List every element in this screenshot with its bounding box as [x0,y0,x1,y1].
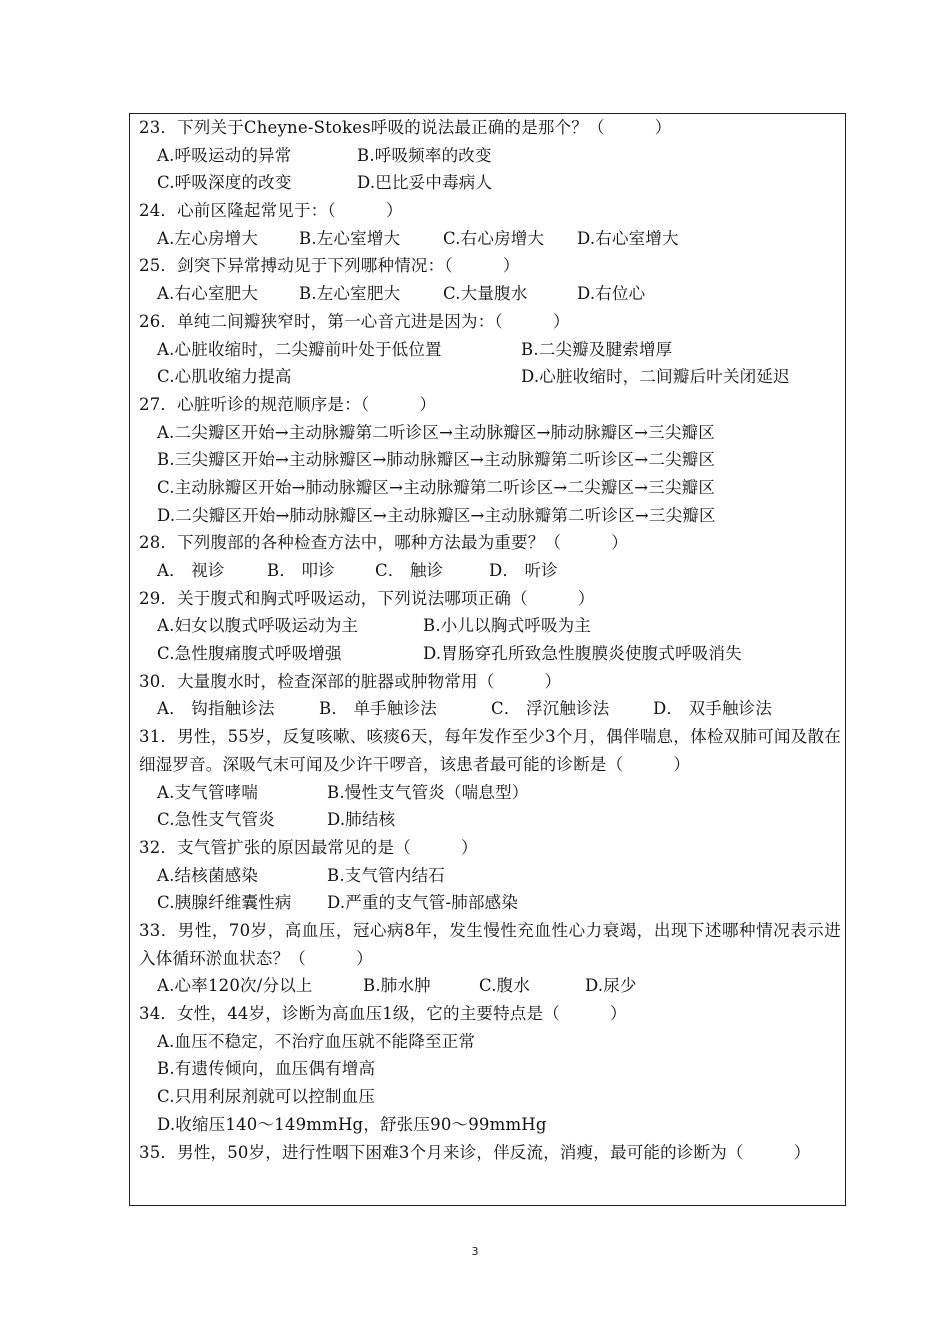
option: B.肺水肿 [363,976,431,996]
option: C.急性支气管炎 [157,810,275,830]
option-row [139,862,841,890]
option-row [139,640,841,668]
option: C.急性腹痛腹式呼吸增强 [157,644,342,664]
option-row [139,889,841,917]
option: A.心率120次/分以上 [157,976,313,996]
question-list [139,114,841,1166]
option: C． 触诊 [375,561,444,580]
option: A.二尖瓣区开始→主动脉瓣第二听诊区→主动脉瓣区→肺动脉瓣区→三尖瓣区 [157,422,715,442]
option: C.呼吸深度的改变 [157,173,292,193]
option: A.心脏收缩时，二尖瓣前叶处于低位置 [157,339,442,359]
option: B.二尖瓣及腱索增厚 [521,339,673,359]
question-stem: 23．下列关于Cheyne-Stokes呼吸的说法最正确的是那个？（ ） [139,118,672,137]
option-row [139,557,841,585]
option: B.左心室增大 [299,228,401,248]
option: B.小儿以胸式呼吸为主 [423,616,592,636]
option-row [139,363,841,391]
option: D.收缩压140～149mmHg，舒张压90～99mmHg [157,1114,547,1134]
option: A． 钩指触诊法 [157,699,275,719]
option: B.有遗传倾向，血压偶有增高 [157,1059,376,1079]
question-stem: 31．男性，55岁，反复咳嗽、咳痰6天，每年发作至少3个月，偶伴喘息，体检双肺可闻及散在细湿罗音。深吸气末可闻及少许干啰音，该患者最可能的诊断是（ ） [139,727,841,774]
option: B.支气管内结石 [327,865,445,885]
option: A.妇女以腹式呼吸运动为主 [157,616,359,636]
option: B． 单手触诊法 [319,699,437,719]
option: D.右心室增大 [577,228,679,248]
option-row [139,612,841,640]
option-row [139,972,841,1000]
option: A.支气管哮喘 [157,782,259,802]
question-stem: 29．关于腹式和胸式呼吸运动，下列说法哪项正确（ ） [139,588,595,608]
option: D． 双手触诊法 [653,699,773,719]
option: C． 浮沉触诊法 [491,699,610,719]
option: C.心肌收缩力提高 [157,367,292,387]
question-stem: 26．单纯二间瓣狭窄时，第一心音亢进是因为：（ ） [139,311,570,331]
question-table-frame [129,113,846,1206]
question-stem: 25．剑突下异常搏动见于下列哪种情况：（ ） [139,256,520,276]
option: D.肺结核 [327,810,396,830]
option: D.严重的支气管-肺部感染 [327,893,519,913]
option: D.巴比妥中毒病人 [357,173,493,193]
option-row [139,695,841,723]
option: C.主动脉瓣区开始→肺动脉瓣区→主动脉瓣第二听诊区→二尖瓣区→三尖瓣区 [157,477,716,497]
option: C.胰腺纤维囊性病 [157,893,292,913]
option: B． 叩诊 [267,561,335,580]
question-stem: 33．男性，70岁，高血压，冠心病8年，发生慢性充血性心力衰竭，出现下述哪种情况表示进入体循环淤血状态？（ ） [139,920,841,968]
option: A． 视诊 [157,561,225,580]
option-row [139,336,841,364]
question-stem: 34．女性，44岁，诊断为高血压1级，它的主要特点是（ ） [139,1004,627,1024]
option: B.三尖瓣区开始→主动脉瓣区→肺动脉瓣区→主动脉瓣第二听诊区→二尖瓣区 [157,450,716,470]
option: A.呼吸运动的异常 [157,145,292,165]
option: D.心脏收缩时，二间瓣后叶关闭延迟 [521,367,790,387]
option-row [139,280,841,308]
option-row [139,806,841,834]
option-row [139,225,841,253]
option: D.尿少 [585,976,637,996]
page-number: 3 [471,1245,479,1258]
question-stem: 24．心前区隆起常见于：（ ） [139,201,403,221]
question-stem: 30．大量腹水时，检查深部的脏器或肿物常用（ ） [139,671,562,691]
option-row [139,142,841,170]
question-stem: 32．支气管扩张的原因最常见的是（ ） [139,837,478,857]
option: B.左心室肥大 [299,284,401,304]
option: D.二尖瓣区开始→肺动脉瓣区→主动脉瓣区→主动脉瓣第二听诊区→三尖瓣区 [157,505,716,525]
option: A.结核菌感染 [157,865,259,885]
option: C.大量腹水 [443,284,528,304]
question-stem: 28．下列腹部的各种检查方法中，哪种方法最为重要？（ ） [139,533,628,553]
option: C.只用利尿剂就可以控制血压 [157,1087,376,1107]
question-stem: 27．心脏听诊的规范顺序是：（ ） [139,394,437,414]
option: B.呼吸频率的改变 [357,145,492,165]
option: A.左心房增大 [157,228,259,248]
option: D.右位心 [577,284,646,304]
option: C.右心房增大 [443,228,545,248]
option: B.慢性支气管炎（喘息型） [327,782,529,802]
option: A.右心室肥大 [157,284,259,304]
option: D.胃肠穿孔所致急性腹膜炎使腹式呼吸消失 [423,644,742,664]
option: D． 听诊 [489,561,558,580]
question-stem: 35．男性，50岁，进行性咽下困难3个月来诊，伴反流，消瘦，最可能的诊断为（ ） [139,1142,811,1162]
option-row [139,169,841,197]
option: A.血压不稳定，不治疗血压就不能降至正常 [157,1031,476,1051]
option: C.腹水 [479,976,531,996]
option-row [139,779,841,807]
